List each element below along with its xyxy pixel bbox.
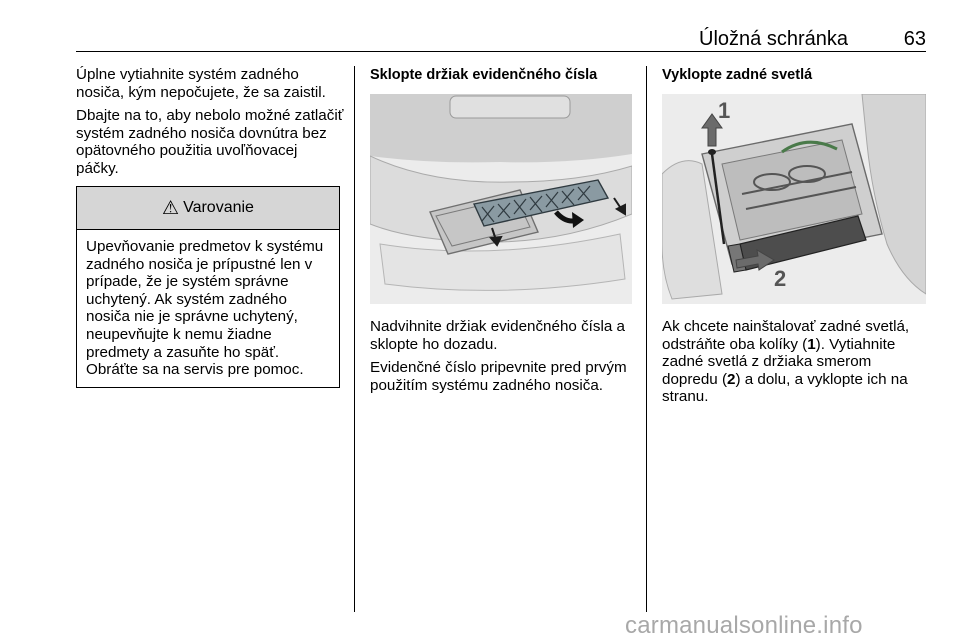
callout-ref-1: 1: [807, 335, 816, 353]
warning-title: Varovanie: [183, 199, 254, 216]
warning-triangle-icon: ⚠: [162, 197, 180, 219]
column-divider: [646, 66, 647, 612]
warning-body: [77, 230, 339, 387]
warning-text: Upevňovanie predmetov k systému zadného nosiča je prípustné len v prípade, že je systém správne uchytený. Ak systém zadného nosiča nie je správne uchytený, neupevňujte k nemu žiadne predmety a zasuňte ho späť. Obráťte sa na servis pre pomoc.: [86, 238, 324, 379]
rear-lights-illustration: [662, 94, 926, 304]
warning-header: [77, 187, 339, 230]
callout-1: 1: [718, 98, 731, 123]
text-run: ) a dolu, a vyklopte ich na stranu.: [662, 370, 908, 406]
warning-box: [76, 186, 340, 388]
section-heading: Sklopte držiak evidenčného čísla: [370, 67, 598, 83]
paragraph: Úplne vytiahnite systém zadného nosiča, kým nepočujete, že sa zaistil.: [76, 66, 326, 101]
paragraph: Dbajte na to, aby nebolo možné zatlačiť systém zadného nosiča dovnútra bez opätovného použitia uvoľňovacej páčky.: [76, 107, 344, 177]
page-header: [76, 22, 926, 52]
rear-lights-drawing: [662, 94, 926, 304]
column-3: [662, 66, 928, 412]
paragraph: Evidenčné číslo pripevnite pred prvým použitím systému zadného nosiča.: [370, 359, 627, 394]
license-plate-holder-drawing: [370, 94, 632, 304]
paragraph: [662, 318, 928, 406]
callout-2: 2: [774, 266, 787, 291]
column-divider: [354, 66, 355, 612]
paragraph: Nadvihnite držiak evidenčného čísla a sklopte ho dozadu.: [370, 318, 625, 353]
license-plate-holder-illustration: [370, 94, 632, 304]
column-2: [370, 66, 632, 400]
page-title: Úložná schránka: [699, 28, 848, 50]
watermark: carmanualsonline.info: [625, 612, 863, 639]
column-1: [76, 66, 344, 184]
text-run: Ak chcete nainštalovať zadné svetlá, odstráňte oba kolíky (: [662, 318, 910, 353]
header-rule: [76, 51, 926, 52]
page-number: 63: [903, 28, 926, 50]
text-run: ). Vytiahnite zadné svetlá z držiaka smerom dopredu (: [662, 335, 896, 388]
section-heading: Vyklopte zadné svetlá: [662, 67, 813, 83]
callout-ref-2: 2: [727, 370, 736, 388]
